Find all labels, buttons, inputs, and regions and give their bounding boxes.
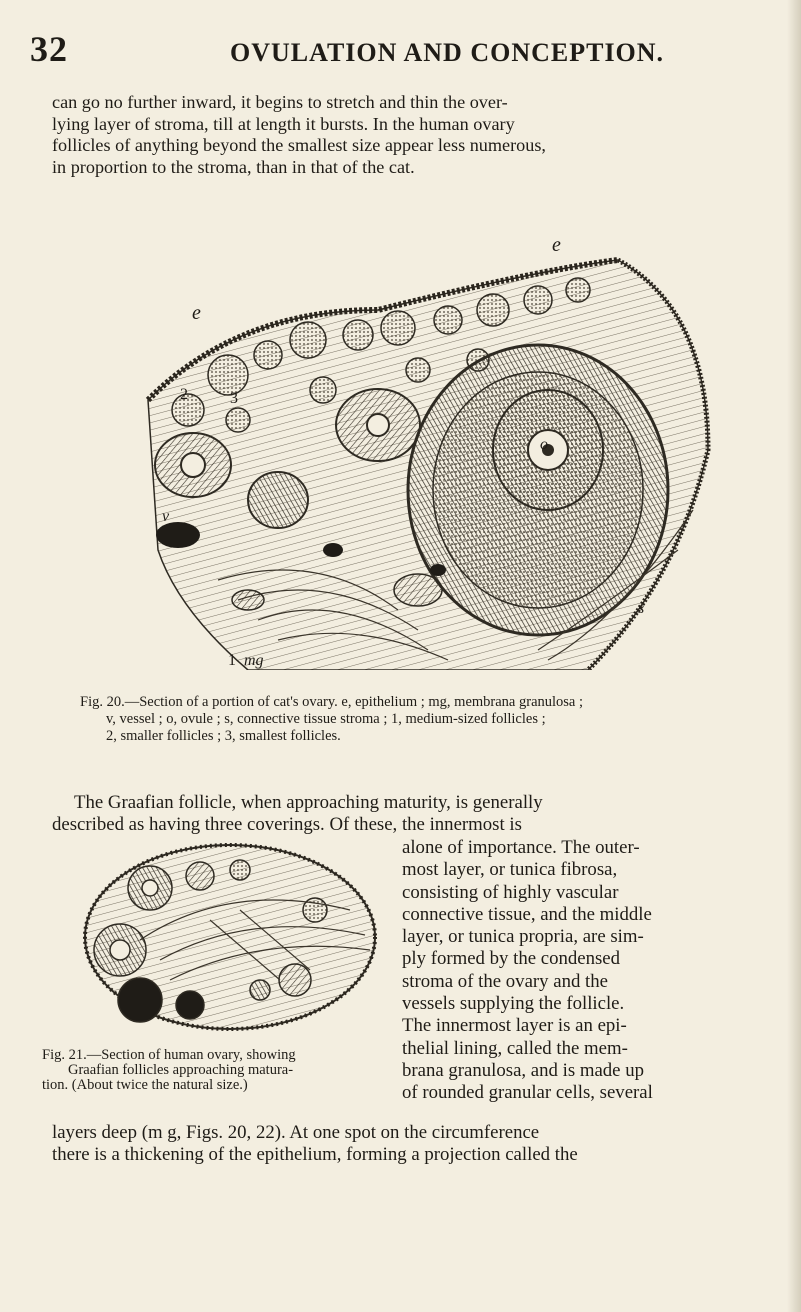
text-line: most layer, or tunica fibrosa, <box>402 859 618 881</box>
ovary-section-drawing <box>118 250 718 670</box>
text-line: layer, or tunica propria, are sim- <box>402 926 644 948</box>
caption-line: Graafian follicles approaching matura- <box>68 1062 294 1078</box>
text-line: connective tissue, and the middle <box>402 903 652 925</box>
page-edge-shadow <box>787 0 801 1312</box>
caption-line: v, vessel ; o, ovule ; s, connective tissue stroma ; 1, medium-sized follicles ; <box>106 711 546 727</box>
figure-20-caption <box>80 694 740 745</box>
figure-20-label-1: 1 <box>228 652 236 669</box>
human-ovary-drawing <box>80 840 380 1035</box>
figure-21-caption <box>42 1048 382 1093</box>
paragraph-1 <box>52 92 742 178</box>
text-line: in proportion to the stroma, than in that of the cat. <box>52 156 415 177</box>
figure-20-label-o: o <box>540 436 548 453</box>
text-line: brana granulosa, and is made up <box>402 1059 644 1081</box>
text-line: The innermost layer is an epi- <box>402 1015 627 1037</box>
figure-20-label-3: 3 <box>230 390 238 407</box>
text-line: vessels supplying the follicle. <box>402 993 625 1015</box>
text-line: layers deep (m g, Figs. 20, 22). At one spot on the circumference <box>52 1122 540 1143</box>
text-line: of rounded granular cells, several <box>402 1082 653 1104</box>
figure-20-illustration <box>118 234 718 670</box>
caption-line: Fig. 21.—Section of human ovary, showing <box>42 1047 296 1063</box>
figure-20-label-v: v <box>162 508 170 525</box>
paragraph-2 <box>52 792 752 837</box>
text-line: follicles of anything beyond the smallest size appear less numerous, <box>52 135 546 155</box>
text-line: The Graafian follicle, when approaching maturity, is generally <box>74 792 543 813</box>
page-number: 32 <box>30 29 68 69</box>
text-line: alone of importance. The outer- <box>402 837 640 858</box>
text-line: stroma of the ovary and the <box>402 970 609 992</box>
figure-20-label-e-left: e <box>192 302 201 324</box>
text-line: lying layer of stroma, till at length it bursts. In the human ovary <box>52 113 515 134</box>
text-line: consisting of highly vascular <box>402 881 619 903</box>
caption-line: Fig. 20.—Section of a portion of cat's ovary. e, epithelium ; mg, membrana granulosa ; <box>80 694 584 710</box>
text-line: thelial lining, called the mem- <box>402 1037 628 1059</box>
figure-20-label-s: s <box>638 600 645 617</box>
caption-line: tion. (About twice the natural size.) <box>42 1077 248 1093</box>
text-line: ply formed by the condensed <box>402 948 621 970</box>
text-line: described as having three coverings. Of these, the innermost is <box>52 814 522 836</box>
figure-20-label-2: 2 <box>180 386 188 403</box>
figure-20-label-mg: mg <box>244 652 264 669</box>
text-line: can go no further inward, it begins to stretch and thin the over- <box>52 92 508 112</box>
figure-21-illustration <box>80 840 380 1035</box>
figure-20-label-e-top: e <box>552 234 561 256</box>
right-column-text <box>402 837 732 1105</box>
text-line: there is a thickening of the epithelium, forming a projection called the <box>52 1144 578 1166</box>
running-title: OVULATION AND CONCEPTION. <box>230 38 665 67</box>
caption-line: 2, smaller follicles ; 3, smallest follicles. <box>106 728 341 744</box>
paragraph-3 <box>52 1122 752 1167</box>
